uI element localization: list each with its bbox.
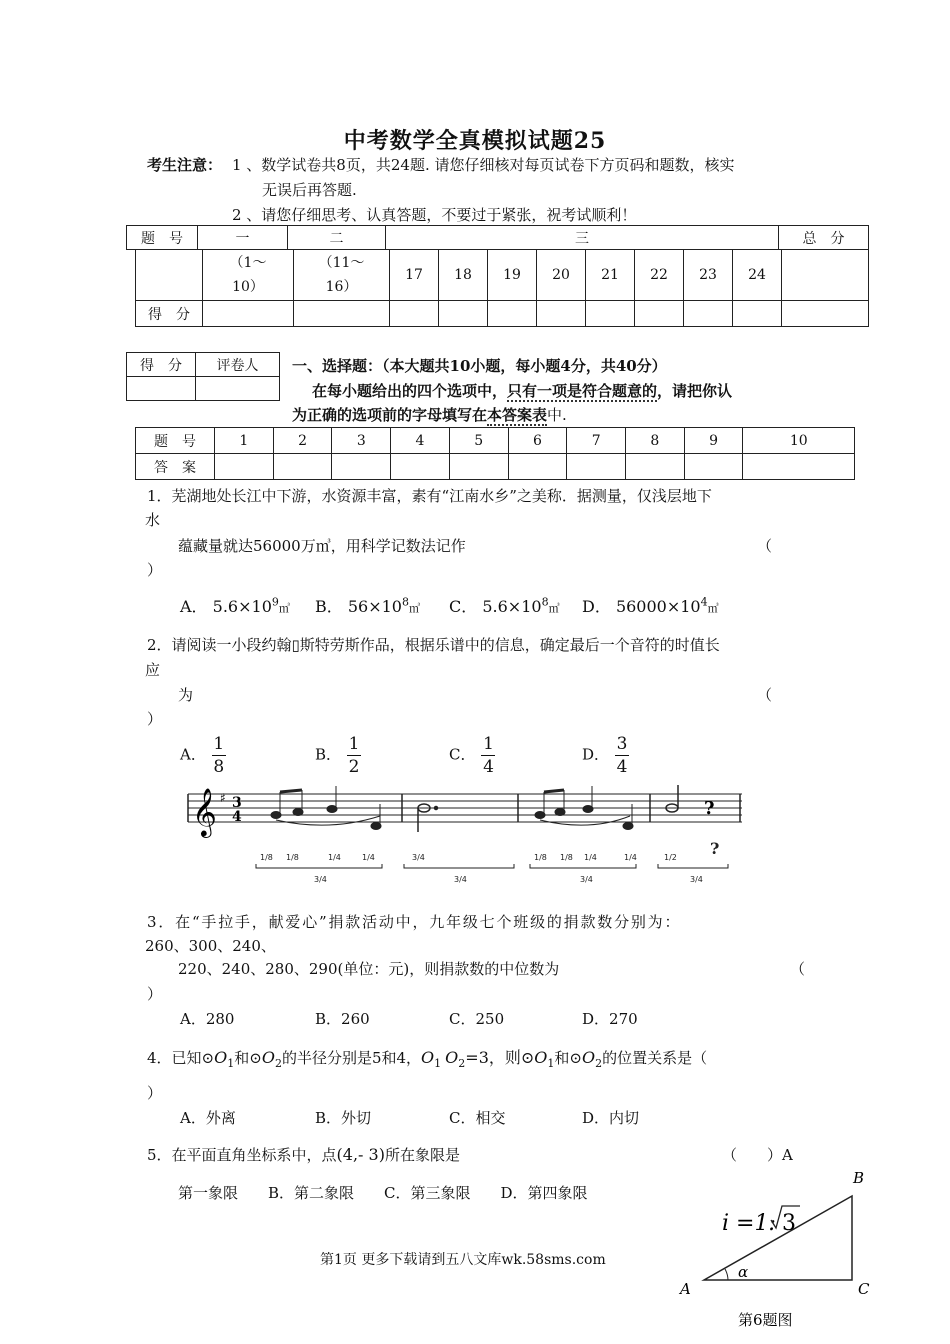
answer-input-cell[interactable] — [567, 454, 626, 480]
q4-option-a: A．外离 — [180, 1109, 236, 1127]
option-mantissa: 56 — [347, 597, 369, 616]
q1-paren-close: ） — [147, 561, 163, 579]
treble-clef-icon: 𝄞 — [192, 787, 217, 836]
q4-dist-o1: O — [421, 1048, 435, 1067]
q4-text: 的位置关系是（ — [602, 1049, 708, 1067]
q4-option-d: D．内切 — [582, 1109, 640, 1127]
measure-braces — [256, 864, 728, 868]
answer-number-cell: 5 — [449, 428, 508, 454]
label-b: B — [853, 1169, 865, 1187]
q1-paren-open: （ — [757, 537, 773, 555]
option-unit: ㎥ — [707, 602, 719, 615]
answer-number-cell: 2 — [273, 428, 332, 454]
q1-option-b — [315, 594, 420, 617]
q5-point: (4,- 3) — [336, 1145, 385, 1164]
figure-caption: 第6题图 — [738, 1311, 793, 1329]
score-header-cell: 一 — [198, 226, 288, 250]
option-fraction — [347, 733, 361, 778]
q4-paren-close: ） — [147, 1084, 163, 1102]
q3-line2: 220、240、280、290(单位：元)，则捐款数的中位数为 — [178, 960, 560, 978]
q3-option-d: D．270 — [582, 1010, 638, 1028]
q3-paren-open: （ — [790, 960, 806, 978]
answer-number-cell: 6 — [508, 428, 567, 454]
q4-circle-o2: O — [261, 1048, 275, 1067]
score-number-cell: 24 — [733, 250, 782, 301]
note-value: 1/8 — [534, 853, 547, 862]
fraction-numerator: 3 — [616, 734, 628, 754]
measure-totals — [314, 875, 703, 884]
page-footer: 第1页 更多下载请到五八文库wk.58sms.com — [320, 1252, 606, 1268]
note-value: 1/4 — [328, 853, 341, 862]
instr1-a: 在每小题给出的四个选项中， — [312, 382, 508, 400]
q4-circle-o1: O — [214, 1048, 228, 1067]
score-input-cell[interactable] — [294, 301, 390, 327]
grader-reviewer-input[interactable] — [196, 377, 280, 401]
answer-number-cell: 9 — [684, 428, 743, 454]
option-exponent: 9 — [271, 595, 279, 609]
q1-line1b: 水 — [145, 511, 161, 529]
score-input-cell[interactable] — [439, 301, 488, 327]
notice-label: 考生注意： — [147, 156, 223, 174]
score-number-cell: 18 — [439, 250, 488, 301]
score-input-cell[interactable] — [537, 301, 586, 327]
answer-input-cell[interactable] — [508, 454, 567, 480]
q2-paren-close: ） — [147, 710, 163, 728]
score-blank-cell — [136, 250, 203, 301]
answer-input-cell[interactable] — [449, 454, 508, 480]
score-input-cell[interactable] — [586, 301, 635, 327]
score-table-header — [126, 225, 869, 250]
score-table — [135, 249, 869, 327]
q2-paren-open: （ — [757, 686, 773, 704]
q4-text: =3，则⊙ — [465, 1048, 535, 1067]
q2-line2: 为 — [178, 686, 194, 704]
answer-number-cell: 10 — [743, 428, 855, 454]
option-unit: ㎥ — [278, 602, 290, 615]
q1-line2: 蕴藏量就达56000万㎥，用科学记数法记作 — [178, 537, 466, 555]
q4-sub: 2 — [458, 1057, 466, 1070]
notice-line1: 1 、数学试卷共8页，共24题. 请您仔细核对每页试卷下方页码和题数，核实 — [232, 156, 735, 174]
score-input-cell[interactable] — [390, 301, 439, 327]
answer-input-cell[interactable] — [273, 454, 332, 480]
score-number-cell: 19 — [488, 250, 537, 301]
option-mantissa: 5.6 — [482, 597, 508, 616]
q5-line1 — [147, 1144, 460, 1165]
answer-input-cell[interactable] — [391, 454, 450, 480]
label-alpha: α — [738, 1263, 749, 1281]
option-exponent: 4 — [700, 595, 708, 609]
option-unit: ㎥ — [408, 602, 420, 615]
q2-option-c — [449, 733, 495, 778]
note-value: 3/4 — [412, 853, 425, 862]
measure-total: 3/4 — [690, 875, 703, 884]
q1-option-a — [180, 594, 290, 617]
q5-paren: （ ）A — [722, 1146, 793, 1164]
q3-line1b: 260、300、240、 — [145, 937, 276, 955]
score-input-cell[interactable] — [782, 301, 869, 327]
label-a: A — [680, 1280, 691, 1298]
q2-line1: 2．请阅读一小段约翰▯斯特劳斯作品，根据乐谱中的信息，确定最后一个音符的时值长 — [147, 636, 720, 654]
section1-instruction-2 — [292, 404, 567, 425]
measure-total: 3/4 — [454, 875, 467, 884]
notice-line2: 2 、请您仔细思考、认真答题，不要过于紧张，祝考试顺利！ — [232, 206, 637, 224]
page-title: 中考数学全真模拟试题25 — [343, 128, 607, 154]
score-sub-2b: 16） — [325, 279, 358, 295]
grader-score-input[interactable] — [127, 377, 196, 401]
option-letter: B． — [315, 745, 342, 764]
fraction-numerator: 1 — [213, 734, 225, 754]
q4-option-b: B．外切 — [315, 1109, 372, 1127]
q4-sub: 1 — [434, 1057, 442, 1070]
score-input-cell[interactable] — [684, 301, 733, 327]
note-value: 1/4 — [624, 853, 637, 862]
note-value: 1/4 — [362, 853, 375, 862]
time-sig-top: 3 — [232, 795, 242, 811]
q4-line1 — [147, 1045, 707, 1070]
notice-line1b: 无误后再答题. — [262, 181, 357, 199]
answer-number-cell: 7 — [567, 428, 626, 454]
score-sub-2a: （11～ — [318, 255, 365, 271]
score-sub-cell — [294, 250, 390, 301]
note-value: ? — [710, 839, 720, 858]
q4-text: 和⊙ — [554, 1049, 582, 1067]
score-input-cell[interactable] — [635, 301, 684, 327]
q4-sub: 1 — [547, 1057, 555, 1070]
note-value: 1/8 — [560, 853, 573, 862]
q4-sub: 2 — [595, 1057, 603, 1070]
grader-reviewer-label: 评卷人 — [196, 353, 280, 377]
measure-total: 3/4 — [314, 875, 327, 884]
fraction-denominator: 2 — [348, 757, 360, 777]
section1-heading: 一、选择题：（本大题共10小题，每小题4分，共40分） — [292, 357, 667, 375]
option-fraction — [615, 733, 629, 778]
score-number-cell: 17 — [390, 250, 439, 301]
q2-option-d — [582, 733, 629, 778]
grader-box — [126, 352, 280, 401]
score-sub-1b: 10） — [232, 279, 264, 295]
measure-total: 3/4 — [580, 875, 593, 884]
slope-label: i =1: — [722, 1211, 776, 1236]
instr2-b: 本答案表 — [487, 406, 548, 424]
figure-6-triangle — [670, 1168, 900, 1338]
q4-dist-o2: O — [445, 1048, 459, 1067]
score-number-cell: 23 — [684, 250, 733, 301]
q4-circle-o2: O — [582, 1048, 596, 1067]
answer-number-cell: 8 — [626, 428, 685, 454]
q1-line1: 1．芜湖地处长江中下游，水资源丰富，素有“江南水乡”之美称．据测量，仅浅层地下 — [147, 487, 712, 505]
q2-option-b — [315, 733, 361, 778]
option-letter: A． — [180, 745, 206, 764]
score-number-cell: 21 — [586, 250, 635, 301]
answer-number-cell: 4 — [391, 428, 450, 454]
q3-option-a: A．280 — [180, 1010, 235, 1028]
note-value-labels — [260, 839, 719, 862]
option-letter: B． — [315, 597, 343, 616]
triangle-shape — [704, 1196, 852, 1280]
time-sig-bottom: 4 — [232, 809, 242, 825]
q5-text: 5．在平面直角坐标系中，点 — [147, 1146, 337, 1164]
option-times: ×10 — [666, 597, 701, 616]
option-times: ×10 — [507, 597, 542, 616]
q3-option-b: B．260 — [315, 1010, 370, 1028]
option-letter: D． — [582, 597, 611, 616]
option-letter: C． — [449, 597, 478, 616]
angle-arc — [725, 1269, 728, 1280]
score-input-cell[interactable] — [203, 301, 294, 327]
option-letter: A． — [180, 597, 208, 616]
grader-score-label: 得 分 — [127, 353, 196, 377]
instr2-a: 为正确的选项前的字母填写在 — [292, 406, 488, 424]
slope-sqrt-value: 3 — [782, 1211, 796, 1236]
q4-text: 的半径分别是5和4， — [281, 1049, 422, 1067]
section1-instruction-1 — [312, 380, 732, 401]
instr2-c: 中. — [547, 406, 567, 424]
option-letter: D． — [582, 745, 610, 764]
score-header-cell: 三 — [386, 226, 779, 250]
answer-input-cell[interactable] — [332, 454, 391, 480]
last-note-question: ? — [704, 798, 715, 819]
score-total-cell — [782, 250, 869, 301]
score-header-cell: 题 号 — [127, 226, 198, 250]
note-value: 1/8 — [286, 853, 299, 862]
score-number-cell: 22 — [635, 250, 684, 301]
q1-option-d — [582, 594, 719, 617]
q3-paren-close: ） — [147, 985, 163, 1003]
q4-sub: 1 — [227, 1057, 235, 1070]
note-value: 1/4 — [584, 853, 597, 862]
score-input-cell[interactable] — [733, 301, 782, 327]
note-value: 1/2 — [664, 853, 677, 862]
q3-line1: 3．在“手拉手，献爱心”捐款活动中，九年级七个班级的捐款数分别为： — [147, 913, 682, 931]
q3-option-c: C．250 — [449, 1010, 505, 1028]
fraction-denominator: 4 — [483, 757, 494, 777]
q4-text: 和⊙ — [234, 1049, 262, 1067]
instr1-b: 只有一项是符合题意的 — [507, 382, 658, 400]
option-mantissa: 5.6 — [212, 597, 239, 616]
option-exponent: 8 — [401, 595, 409, 609]
answer-header-label: 题 号 — [136, 428, 215, 454]
q2-option-a — [180, 733, 226, 778]
fraction-numerator: 1 — [348, 734, 360, 754]
key-sharp-icon: ♯ — [220, 791, 226, 805]
q4-circle-o1: O — [534, 1048, 548, 1067]
q1-option-c — [449, 594, 560, 617]
score-number-cell: 20 — [537, 250, 586, 301]
answer-input-cell[interactable] — [215, 454, 274, 480]
note-value: 1/8 — [260, 853, 273, 862]
fraction-numerator: 1 — [483, 734, 494, 754]
score-sub-cell — [203, 250, 294, 301]
answer-table — [135, 427, 855, 480]
option-unit: ㎥ — [548, 602, 560, 615]
q4-sub: 2 — [274, 1057, 282, 1070]
answer-number-cell: 1 — [215, 428, 274, 454]
answer-input-cell[interactable] — [684, 454, 743, 480]
fraction-denominator: 8 — [213, 757, 225, 777]
staff-lines — [188, 794, 742, 822]
option-times: ×10 — [238, 597, 272, 616]
option-fraction — [481, 733, 495, 778]
q5-text: 所在象限是 — [384, 1146, 460, 1164]
score-label-cell: 得 分 — [136, 301, 203, 327]
score-header-cell: 二 — [288, 226, 386, 250]
q4-option-c: C．相交 — [449, 1109, 506, 1127]
option-fraction — [212, 733, 226, 778]
answer-row-label: 答 案 — [136, 454, 215, 480]
score-header-cell: 总 分 — [779, 226, 869, 250]
label-c: C — [858, 1280, 870, 1298]
score-input-cell[interactable] — [488, 301, 537, 327]
answer-input-cell[interactable] — [743, 454, 855, 480]
q4-text: 4．已知⊙ — [147, 1049, 215, 1067]
option-times: ×10 — [368, 597, 402, 616]
music-score-figure — [180, 782, 750, 892]
instr1-c: ，请把你认 — [657, 382, 733, 400]
q5-options: 第一象限 B．第二象限 C．第三象限 D．第四象限 — [178, 1184, 588, 1202]
fraction-denominator: 4 — [616, 757, 628, 777]
answer-number-cell: 3 — [332, 428, 391, 454]
option-letter: C． — [449, 745, 476, 764]
option-exponent: 8 — [541, 595, 549, 609]
score-sub-1a: （1～ — [229, 255, 267, 271]
q2-line1b: 应 — [145, 661, 161, 679]
option-mantissa: 56000 — [615, 597, 667, 616]
answer-input-cell[interactable] — [626, 454, 685, 480]
